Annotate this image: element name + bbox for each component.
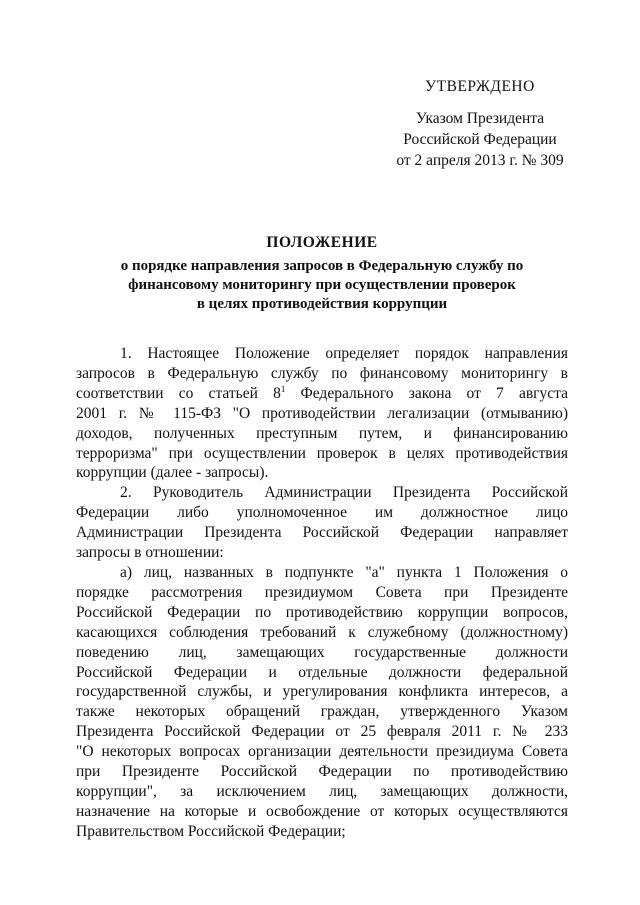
paragraph-2a-line: коррупции", за исключением лиц, замещающих должности, bbox=[76, 782, 568, 800]
paragraph-1-line: терроризма" при осуществлении проверок в целях противодействия bbox=[76, 444, 568, 462]
paragraph-2a bbox=[76, 563, 568, 842]
document-subtitle-line-1: о порядке направления запросов в Федеральную службу по bbox=[120, 258, 524, 274]
paragraph-2a-line: касающихся соблюдения требований к служебному (должностному) bbox=[76, 623, 568, 641]
paragraph-1-line: 2001 г. № 115-ФЗ "О противодействии легализации (отмыванию) bbox=[76, 404, 568, 422]
paragraph-2a-line: Правительством Российской Федерации; bbox=[76, 822, 346, 840]
document-title: ПОЛОЖЕНИЕ bbox=[266, 234, 378, 251]
document-title-block bbox=[76, 232, 568, 314]
paragraph-2a-line: а) лиц, названных в подпункте "а" пункта 1 Положения о bbox=[120, 563, 568, 581]
approval-heading: УТВЕРЖДЕНО bbox=[425, 78, 535, 95]
document-subtitle-line-3: в целях противодействия коррупции bbox=[196, 296, 448, 312]
paragraph-2a-line: назначение на которые и освобождение от которых осуществляются bbox=[76, 802, 568, 820]
paragraph-1-line: 1. Настоящее Положение определяет порядок направления bbox=[120, 345, 568, 362]
paragraph-2a-line: при Президенте Российской Федерации по противодействию bbox=[76, 763, 568, 781]
article-reference-text: соответствии со статьей 8 bbox=[76, 384, 281, 402]
approval-stamp bbox=[360, 76, 600, 171]
approval-date: от 2 апреля 2013 г. № 309 bbox=[396, 152, 564, 169]
paragraph-2-line: Администрации Президента Российской Федерации направляет bbox=[76, 524, 568, 542]
paragraph-2-line: Федерации либо уполномоченное им должностное лицо bbox=[76, 504, 568, 522]
approval-decree: Указом Президента bbox=[415, 110, 545, 127]
paragraph-2a-line: Российской Федерации и отдельные должности федеральной bbox=[76, 663, 568, 681]
paragraph-2 bbox=[76, 483, 568, 563]
paragraph-1-line-with-footnote bbox=[76, 384, 568, 404]
paragraph-2a-line: порядке рассмотрения президиумом Совета при Президенте bbox=[76, 583, 568, 601]
paragraph-2a-line: Российской Федерации по противодействию коррупции вопросов, bbox=[76, 603, 568, 621]
paragraph-2a-line: также некоторых обращений граждан, утвержденного Указом bbox=[76, 703, 568, 721]
paragraph-1-line: доходов, полученных преступным путем, и финансированию bbox=[76, 424, 568, 442]
paragraph-2a-line: государственной службы, и урегулирования конфликта интересов, а bbox=[76, 683, 568, 701]
paragraph-1 bbox=[76, 344, 568, 483]
footnote-superscript: 1 bbox=[280, 383, 286, 394]
paragraph-2-line: 2. Руководитель Администрации Президента Российской bbox=[120, 484, 568, 502]
paragraph-2a-line: поведению лиц, замещающих государственные должности bbox=[76, 643, 568, 661]
paragraph-2a-line: "О некоторых вопросах организации деятельности президиума Совета bbox=[76, 743, 568, 761]
paragraph-2a-line: Президента Российской Федерации от 25 февраля 2011 г. № 233 bbox=[76, 723, 568, 741]
approval-country: Российской Федерации bbox=[403, 131, 557, 148]
paragraph-1-line: коррупции (далее - запросы). bbox=[76, 464, 269, 482]
paragraph-1-line: запросов в Федеральную службу по финансовому мониторингу в bbox=[76, 364, 568, 382]
paragraph-2-line: запросы в отношении: bbox=[76, 544, 224, 562]
law-reference-text: Федерального закона от 7 августа bbox=[300, 384, 569, 402]
document-body bbox=[76, 344, 568, 842]
document-subtitle-line-2: финансовому мониторингу при осуществлении проверок bbox=[128, 277, 516, 293]
